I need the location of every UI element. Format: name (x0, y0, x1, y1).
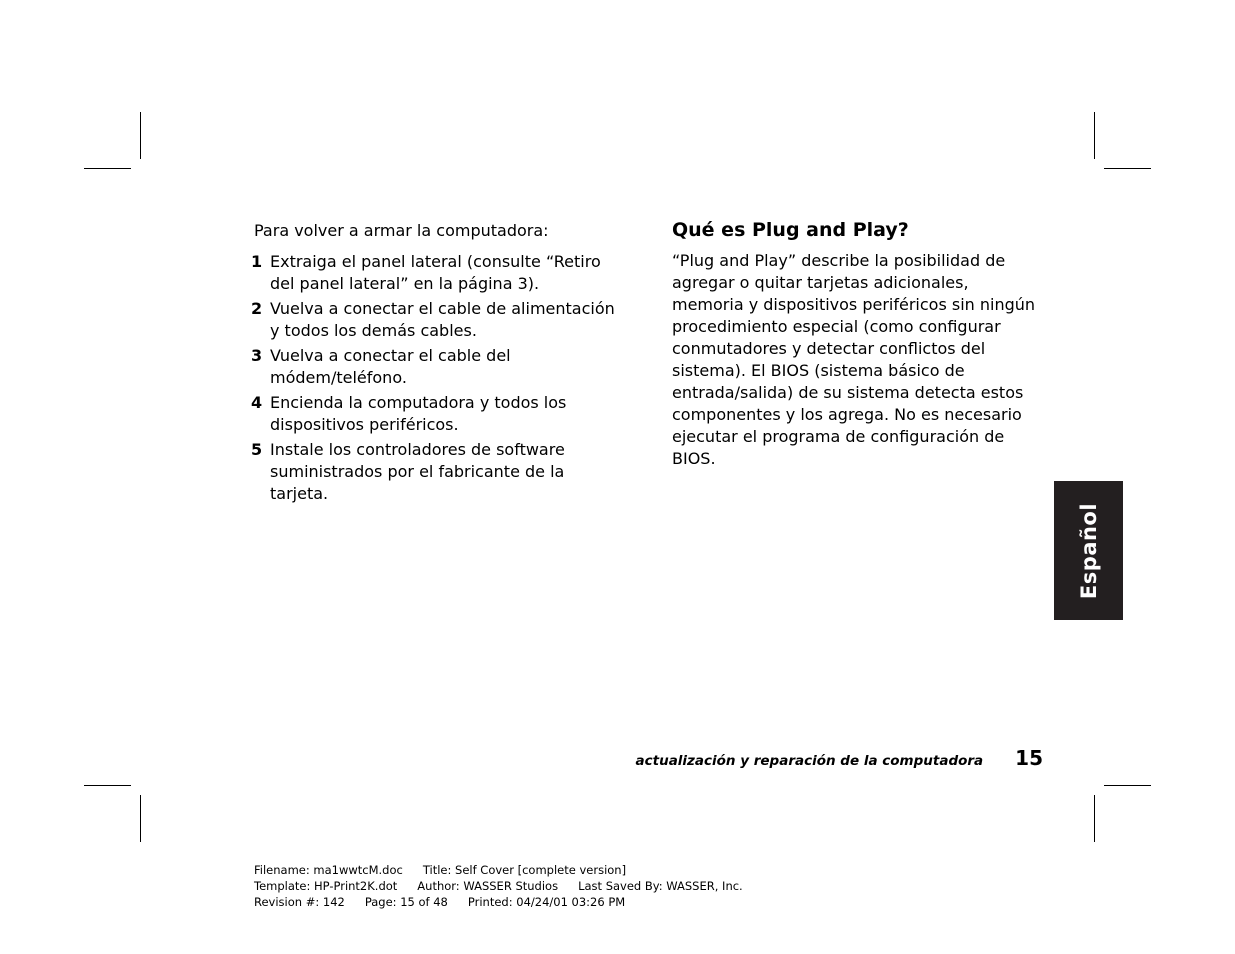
doc-info-line (254, 862, 763, 878)
revision-text: Revision #: 142 (254, 895, 345, 909)
doc-info-line (254, 878, 763, 894)
language-tab-label: Español (1076, 502, 1101, 599)
step-text: Extraiga el panel lateral (consulte “Retiro del panel lateral” en la página 3). (270, 252, 601, 293)
step-number: 4 (251, 393, 263, 412)
crop-mark (84, 785, 131, 786)
list-item (251, 439, 624, 505)
chapter-title: actualización y reparación de la computadora (635, 753, 984, 769)
step-text: Encienda la computadora y todos los dispositivos periféricos. (270, 393, 567, 434)
page-number: 15 (1015, 746, 1043, 770)
printed-text: Printed: 04/24/01 03:26 PM (467, 895, 626, 909)
step-number: 3 (251, 346, 263, 365)
last-saved-text: Last Saved By: WASSER, Inc. (578, 879, 743, 893)
section-heading: Qué es Plug and Play? (672, 219, 909, 241)
step-number: 1 (251, 252, 263, 271)
intro-text: Para volver a armar la computadora: (254, 221, 549, 240)
step-text: Vuelva a conectar el cable del módem/teléfono. (270, 346, 511, 387)
section-body: “Plug and Play” describe la posibilidad de agregar o quitar tarjetas adicionales, memoria y dispositivos periféricos sin ningún procedimiento especial (como configurar conmutadores y detectar conflictos del sistema). El BIOS (sistema básico de entrada/salida) de su sistema detecta estos componentes y los agrega. No es necesario ejecutar el programa de configuración de BIOS. (672, 251, 1036, 468)
list-item (251, 298, 624, 342)
filename-text: Filename: ma1wwtcM.doc (254, 863, 403, 877)
step-text: Instale los controladores de software suministrados por el fabricante de la tarjeta. (270, 440, 565, 503)
crop-mark (1104, 785, 1151, 786)
document-info (254, 862, 763, 910)
crop-mark (1094, 795, 1095, 842)
step-number: 2 (251, 299, 263, 318)
language-tab (1054, 481, 1123, 620)
list-item (251, 392, 624, 436)
list-item (251, 345, 624, 389)
plug-and-play-section (672, 216, 1044, 470)
doc-info-line (254, 894, 763, 910)
crop-mark (84, 168, 131, 169)
template-text: Template: HP-Print2K.dot (254, 879, 398, 893)
crop-mark (140, 112, 141, 159)
title-text: Title: Self Cover [complete version] (422, 863, 627, 877)
author-text: Author: WASSER Studios (417, 879, 559, 893)
crop-mark (1104, 168, 1151, 169)
page-info-text: Page: 15 of 48 (364, 895, 448, 909)
running-footer (600, 746, 1043, 770)
step-number: 5 (251, 440, 263, 459)
step-text: Vuelva a conectar el cable de alimentación y todos los demás cables. (270, 299, 615, 340)
reassembly-section (251, 220, 624, 508)
list-item (251, 251, 624, 295)
crop-mark (1094, 112, 1095, 159)
steps-list (251, 251, 624, 505)
crop-mark (140, 795, 141, 842)
